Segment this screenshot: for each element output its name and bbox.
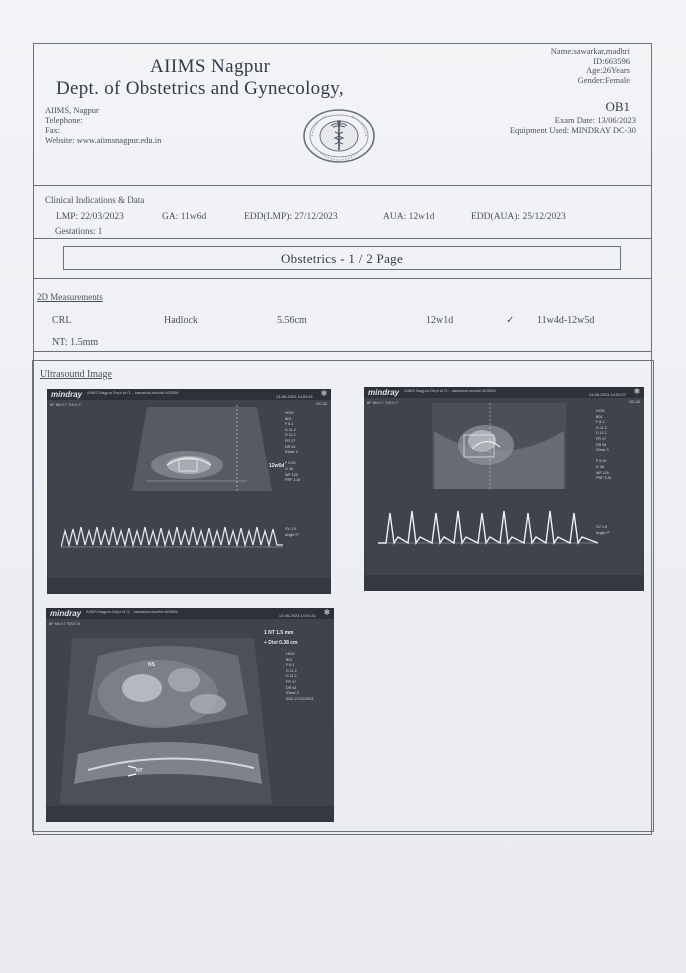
edd-aua-value: EDD(AUA): 25/12/2023	[471, 212, 566, 222]
measurements-title: 2D Measurements	[37, 292, 103, 302]
probe-info: 6F MI:0.7 TIS:0.5	[49, 621, 80, 626]
ultrasound-image-1	[47, 389, 331, 594]
fax-line: Fax:	[45, 125, 61, 135]
ultrasound-image-3	[46, 608, 334, 822]
dist-measurement-label: + Dist 0.38 cm	[264, 640, 298, 646]
exam-date: Exam Date: 13/06/2023	[554, 115, 636, 125]
probe-info: 6F MI:0.7 TIS:0.7	[50, 402, 81, 407]
ultrasound-image-2	[364, 387, 644, 591]
address-block	[45, 105, 161, 145]
scan-header-info: AIIMS Nagpur Dept of G... sawarkar,madhri 663596	[87, 390, 179, 395]
scan-extra-params: SV 1.5 Angle 0°	[285, 527, 299, 537]
scan-params: HCM B01 F 8.1 G 11.2 D 11.2 FR 17 DR 64 iClear 3 F 5.00 G 36 WF 120 PRF 3.2k	[596, 409, 612, 481]
scan-datetime: 13-06-2023 14:01:41	[278, 613, 316, 618]
crl-range: 11w4d-12w5d	[537, 315, 595, 326]
patient-id: ID:663596	[593, 55, 630, 66]
equipment-used: Equipment Used: MINDRAY DC-30	[509, 125, 636, 135]
page-label: Obstetrics - 1 / 2 Page	[280, 251, 404, 266]
gestations-value: Gestations: 1	[55, 226, 103, 236]
website-line: Website: www.aiimsnagpur.edu.in	[45, 135, 162, 145]
mindray-logo: mindray	[50, 609, 82, 618]
scan-bottom-strip	[47, 578, 331, 594]
mindray-logo: mindray	[368, 388, 400, 397]
ns-label: NS	[148, 662, 155, 668]
department-name: Dept. of Obstetrics and Gynecology,	[56, 78, 344, 99]
mindray-logo: mindray	[51, 390, 83, 399]
scan-header-info: AIIMS Nagpur Dept of G... sawarkar,madhri 663596	[86, 609, 178, 614]
nt-measurement-label: 1 NT 1.5 mm	[264, 630, 294, 636]
header-divider	[33, 185, 652, 186]
scanner-model: DC-30	[316, 402, 327, 406]
scan-bottom-strip	[46, 806, 334, 822]
crl-label: CRL	[52, 315, 72, 326]
scan-datetime: 13-06-2023 14:02:27	[588, 392, 626, 397]
patient-name: Name:sawarkar,madhri	[550, 46, 630, 56]
patient-info	[551, 47, 630, 85]
probe-info: 6F MI:0.7 TIS:0.7	[367, 400, 398, 405]
patient-age: Age:26Years	[586, 65, 630, 75]
edd-lmp-value: EDD(LMP): 27/12/2023	[244, 212, 338, 222]
scan-bottom-strip	[364, 575, 644, 591]
telephone-line: Telephone:	[45, 115, 83, 125]
ga-value: GA: 11w6d	[162, 212, 207, 222]
scan-extra-params: SV 1.5 Angle 0°	[596, 525, 610, 535]
bmode-image	[58, 634, 278, 806]
scan-params: HCM B01 F 8.1 G 11.2 D 11.2 FR 17 DR 64 iClear 3 EDD 27/12/2023	[286, 652, 314, 701]
freeze-icon: ❄	[320, 389, 328, 398]
doppler-waveform	[61, 501, 283, 563]
lmp-value: LMP: 22/03/2023	[56, 212, 124, 222]
doppler-waveform	[378, 499, 598, 563]
hospital-name: AIIMS Nagpur	[150, 56, 271, 77]
scan-header-info: AIIMS Nagpur Dept of G... sawarkar,madhri 663596	[404, 388, 496, 393]
patient-gender: Gender:Female	[577, 74, 630, 85]
ultrasound-title: Ultrasound Image	[40, 369, 112, 380]
crl-check-icon: ✓	[506, 315, 515, 326]
bmode-image	[424, 401, 574, 493]
page-label-box	[63, 246, 621, 270]
address-line: AIIMS, Nagpur	[45, 105, 99, 115]
crl-method: Hadlock	[164, 315, 198, 326]
exam-code: OB1	[605, 99, 630, 114]
nt-marker-label: NT	[136, 768, 143, 774]
scan-datetime: 13-06-2023 14:01:01	[275, 394, 313, 399]
freeze-icon: ❄	[323, 608, 331, 617]
scan-params: HCM B01 F 8.1 G 11.2 D 11.2 FR 17 DR 64 iClear 3 F 5.00 G 36 WF 120 PRF 3.2k	[285, 411, 301, 483]
nt-value: NT: 1.5mm	[52, 337, 99, 348]
scanner-model: DC-30	[629, 400, 640, 404]
clinical-divider	[33, 238, 652, 239]
aiims-emblem-logo	[302, 108, 376, 164]
ga-marker: 12w6d	[269, 463, 285, 469]
bmode-image	[127, 403, 277, 493]
freeze-icon: ❄	[633, 387, 641, 396]
crl-value: 5.56cm	[277, 315, 307, 326]
clinical-title: Clinical Indications & Data	[45, 195, 145, 205]
exam-info	[510, 115, 636, 135]
crl-ga: 12w1d	[426, 315, 454, 326]
aua-value: AUA: 12w1d	[383, 212, 435, 222]
